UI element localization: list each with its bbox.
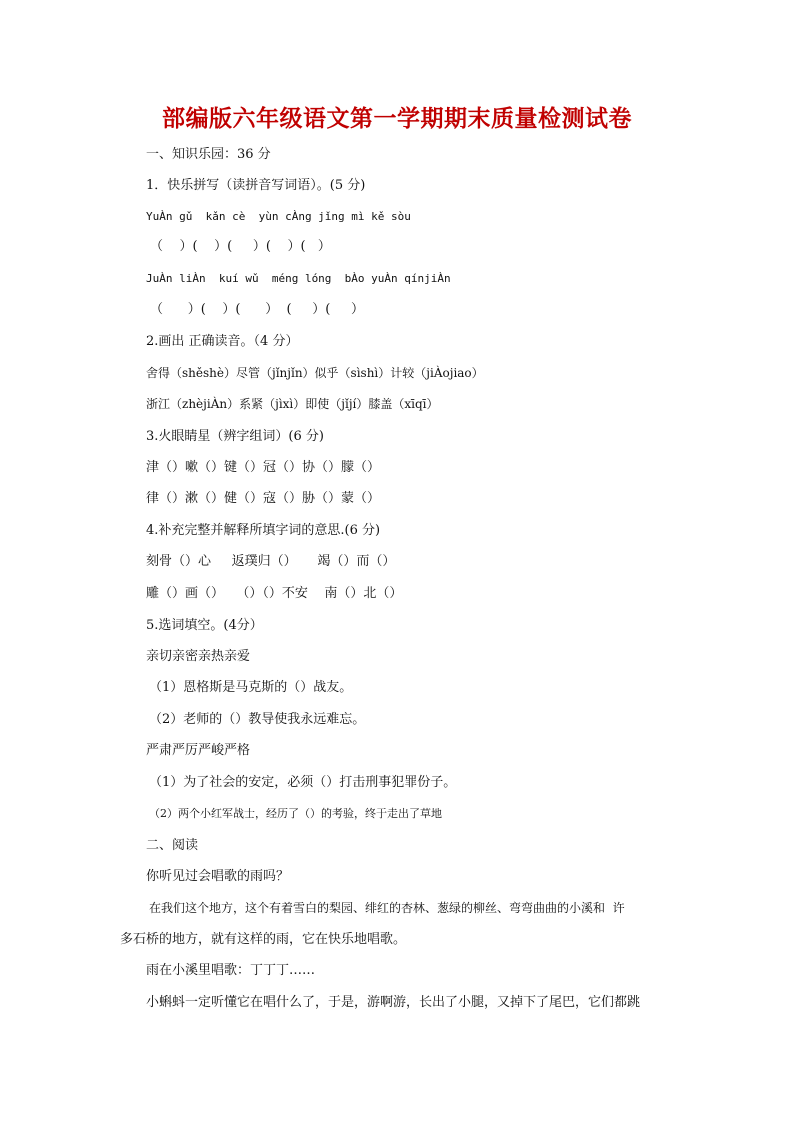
section-heading: 一、知识乐园：36 分 xyxy=(146,147,271,162)
question-heading: 1．快乐拼写（读拼音写词语）。(5 分) xyxy=(146,178,366,193)
passage-paragraph: 小蝌蚪一定听懂它在唱什么了，于是，游啊游，长出了小腿，又掉下了尾巴，它们都跳 xyxy=(146,995,641,1010)
question-heading: 3.火眼睛星（辨字组词）(6 分) xyxy=(146,429,324,444)
question-heading: 2.画出 正确读音。（4 分） xyxy=(146,334,299,349)
question-item: （1）恩格斯是马克斯的（）战友。 xyxy=(149,680,353,695)
passage-paragraph: 雨在小溪里唱歌：丁丁丁…… xyxy=(146,963,316,978)
question-heading: 5.选词填空。(4分） xyxy=(146,618,263,633)
question-item: （2）老师的（）教导使我永远难忘。 xyxy=(149,712,366,727)
word-choices: 严肃严厉严峻严格 xyxy=(146,743,251,758)
passage-paragraph: 在我们这个地方，这个有着雪白的梨园、绯红的杏林、葱绿的柳丝、弯弯曲曲的小溪和 许 xyxy=(149,901,625,915)
question-line: 雕（）画（） （）（）不安 南（）北（） xyxy=(146,586,403,601)
question-line: 刻骨（）心 返璞归（） 竭（）而（） xyxy=(146,554,396,569)
pinyin-row: YuÀn gǔ kǎn cè yùn cÀng jǐng mì kě sòu xyxy=(146,210,411,223)
question-item: （2）两个小红军战士，经历了（）的考验，终于走出了草地 xyxy=(149,807,442,820)
passage-paragraph: 多石桥的地方，就有这样的雨，它在快乐地唱歌。 xyxy=(120,932,407,947)
question-line: 浙江（zhèjiÀn）系紧（jìxì）即使（jǐjí）膝盖（xīqī） xyxy=(146,397,439,411)
page-title: 部编版六年级语文第一学期期末质量检测试卷 xyxy=(162,105,632,132)
word-choices: 亲切亲密亲热亲爱 xyxy=(146,649,251,664)
question-line: 津（）嗽（）键（）冠（）协（）朦（） xyxy=(146,460,381,475)
question-line: 律（）漱（）健（）寇（）胁（）蒙（） xyxy=(146,491,381,506)
question-heading: 4.补充完整并解释所填字词的意思.(6 分) xyxy=(146,523,381,538)
answer-blanks: （ ）( ）( ） ( ）( ） xyxy=(150,302,364,317)
section-heading: 二、阅读 xyxy=(146,838,199,853)
question-line: 舍得（shěshè）尽管（jǐnjǐn）似乎（sìshì）计较（jiÀojiao） xyxy=(146,366,484,380)
answer-blanks: （ ）( ）( ）( ）( ） xyxy=(150,239,331,254)
pinyin-row: JuÀn liÀn kuí wǔ méng lóng bÀo yuÀn qínjiÀn xyxy=(146,272,451,285)
question-item: （1）为了社会的安定，必须（）打击刑事犯罪份子。 xyxy=(149,775,457,790)
passage-title: 你听见过会唱歌的雨吗？ xyxy=(146,869,290,884)
